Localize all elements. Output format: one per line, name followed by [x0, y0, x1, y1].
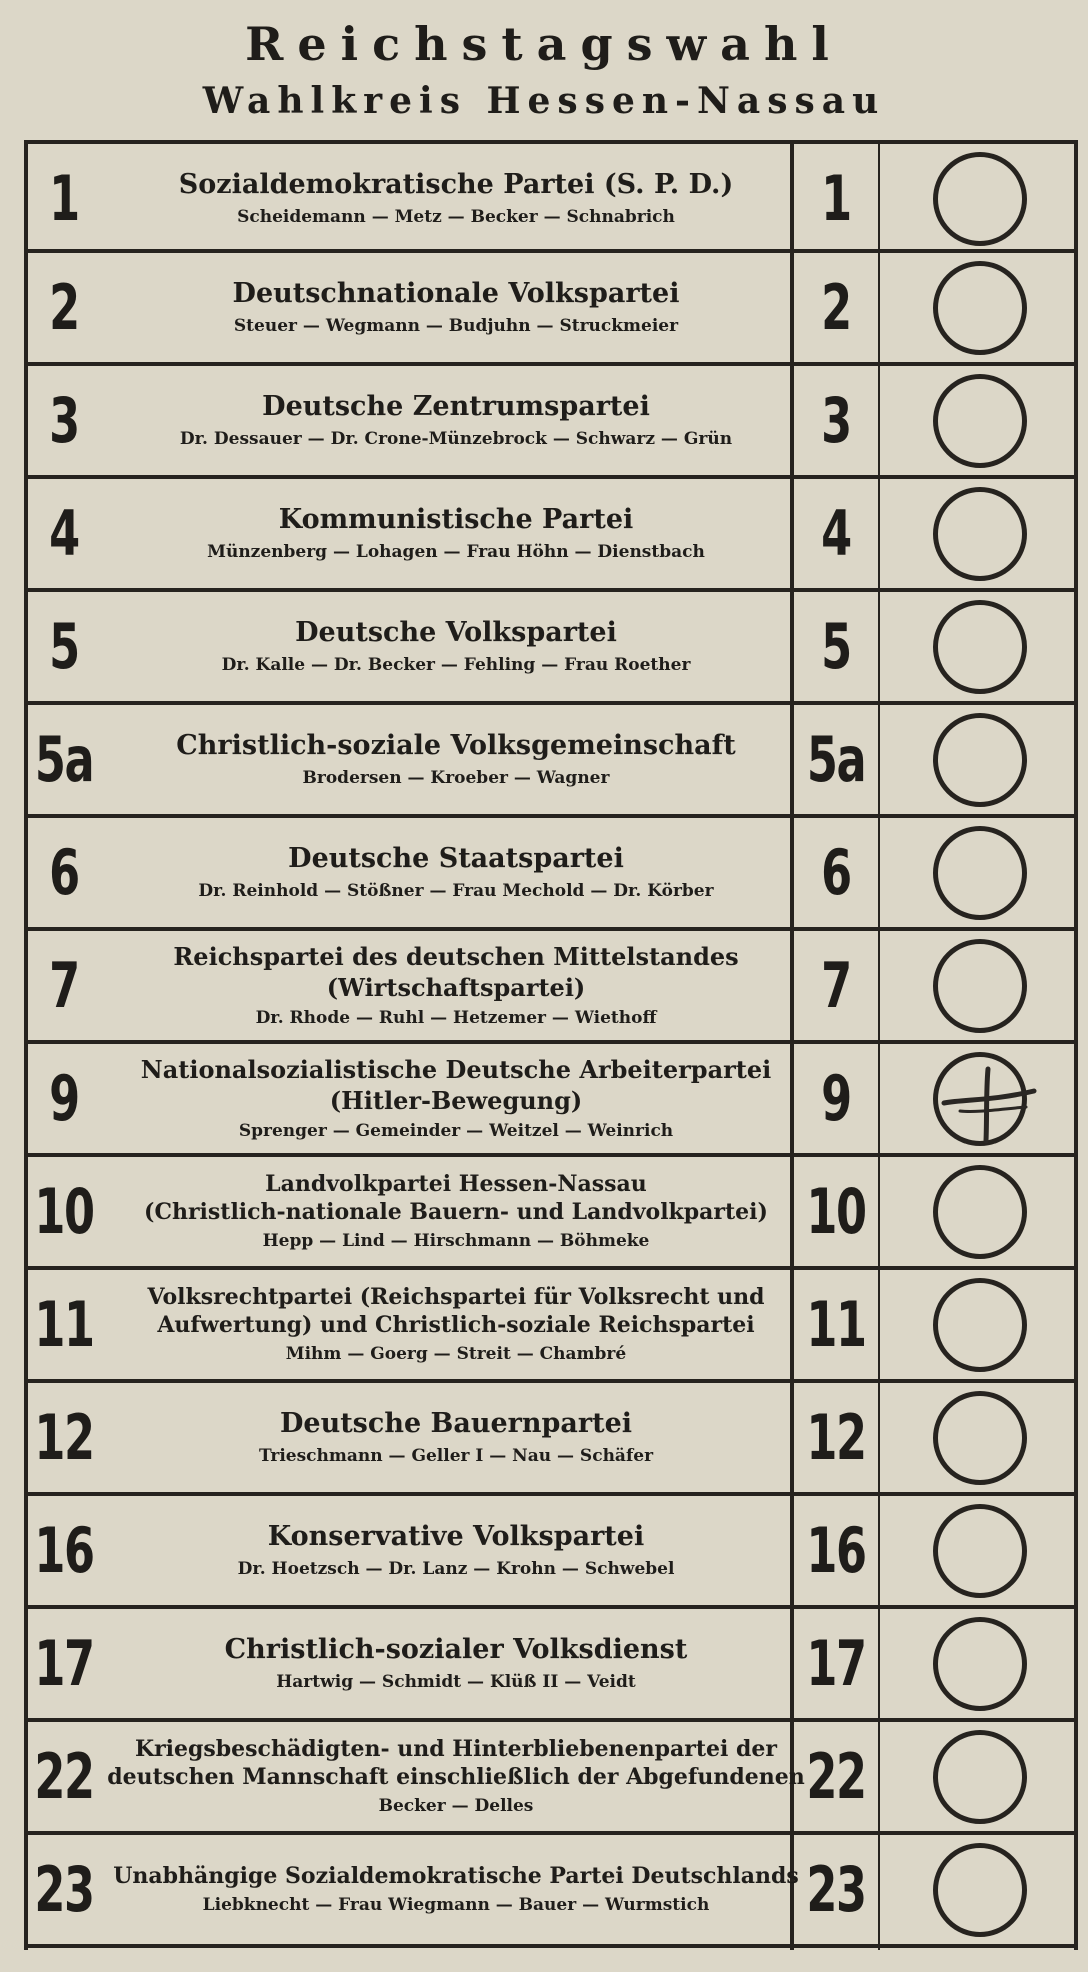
vote-cell [882, 1270, 1078, 1379]
vote-cell [882, 1496, 1078, 1605]
list-number-left: 1 [49, 162, 79, 235]
party-name-line: Landvolkpartei Hessen-Nassau [265, 1170, 647, 1197]
candidate-list: Hepp — Lind — Hirschmann — Böhmeke [262, 1230, 650, 1251]
party-name-line: (Hitler-Bewegung) [329, 1085, 583, 1115]
ballot-row [24, 140, 1078, 253]
list-number-left: 5 [49, 610, 79, 683]
list-number-right: 17 [806, 1627, 866, 1700]
candidate-list: Becker — Delles [378, 1795, 534, 1816]
party-name-line: Deutsche Volkspartei [295, 616, 617, 648]
party-cell [100, 253, 812, 362]
vote-circle[interactable] [933, 1617, 1027, 1711]
party-cell [100, 592, 812, 701]
party-cell [100, 1835, 812, 1944]
party-name-line: Deutsche Zentrumspartei [262, 390, 650, 422]
vote-cell [882, 818, 1078, 927]
vote-circle[interactable] [933, 1052, 1027, 1146]
vote-cell [882, 144, 1078, 253]
list-number-left: 22 [34, 1740, 94, 1813]
candidate-list: Mihm — Goerg — Streit — Chambré [285, 1343, 627, 1364]
ballot-row [24, 1044, 1078, 1157]
list-number-right: 5 [821, 610, 851, 683]
candidate-list: Brodersen — Kroeber — Wagner [302, 767, 610, 788]
ballot-row [24, 1383, 1078, 1496]
candidate-list: Dr. Hoetzsch — Dr. Lanz — Krohn — Schwebel [237, 1558, 675, 1579]
list-number-left: 5a [34, 723, 94, 796]
vote-circle[interactable] [933, 826, 1027, 920]
party-name-line: Unabhängige Sozialdemokratische Partei Deutschlands [113, 1862, 799, 1889]
ballot-header [0, 0, 1088, 140]
list-number-right: 4 [821, 497, 851, 570]
ballot-row [24, 1270, 1078, 1383]
list-number-left: 17 [34, 1627, 94, 1700]
list-number-left: 4 [49, 497, 79, 570]
party-name-line: Reichspartei des deutschen Mittelstandes [173, 941, 739, 971]
list-number-right: 6 [821, 836, 851, 909]
party-cell [100, 1722, 812, 1831]
ballot-subtitle: Wahlkreis Hessen-Nassau [202, 80, 886, 122]
ballot-row [24, 1835, 1078, 1948]
vote-cell [882, 1609, 1078, 1718]
candidate-list: Sprenger — Gemeinder — Weitzel — Weinrich [238, 1120, 674, 1141]
party-name-line: Deutschnationale Volkspartei [232, 277, 680, 309]
party-cell [100, 1609, 812, 1718]
ballot-row [24, 366, 1078, 479]
candidate-list: Liebknecht — Frau Wiegmann — Bauer — Wurmstich [202, 1894, 710, 1915]
ballot-title: Reichstagswahl [245, 17, 843, 71]
party-name-line: Sozialdemokratische Partei (S. P. D.) [178, 168, 734, 200]
list-number-right: 12 [806, 1401, 866, 1474]
party-cell [100, 1383, 812, 1492]
list-number-left: 12 [34, 1401, 94, 1474]
candidate-list: Dr. Kalle — Dr. Becker — Fehling — Frau Roether [221, 654, 691, 675]
party-name-line: Konservative Volkspartei [267, 1520, 645, 1552]
list-number-left: 7 [49, 949, 79, 1022]
vote-circle[interactable] [933, 1843, 1027, 1937]
ballot-row [24, 931, 1078, 1044]
vote-cell [882, 1835, 1078, 1944]
candidate-list: Scheidemann — Metz — Becker — Schnabrich [237, 206, 675, 227]
list-number-left: 3 [49, 384, 79, 457]
ballot-row [24, 253, 1078, 366]
vote-cell [882, 366, 1078, 475]
party-name-line: Christlich-sozialer Volksdienst [224, 1633, 688, 1665]
vote-circle[interactable] [933, 1504, 1027, 1598]
candidate-list: Hartwig — Schmidt — Klüß II — Veidt [276, 1671, 636, 1692]
party-cell [100, 705, 812, 814]
vote-circle[interactable] [933, 939, 1027, 1033]
candidate-list: Dr. Rhode — Ruhl — Hetzemer — Wiethoff [255, 1007, 657, 1028]
vote-cell [882, 705, 1078, 814]
candidate-list: Trieschmann — Geller I — Nau — Schäfer [258, 1445, 654, 1466]
vote-circle[interactable] [933, 1730, 1027, 1824]
party-name-line: Nationalsozialistische Deutsche Arbeiterpartei [140, 1054, 772, 1084]
party-cell [100, 818, 812, 927]
list-number-right: 10 [806, 1175, 866, 1248]
party-cell [100, 1044, 812, 1153]
party-name-line: (Wirtschaftspartei) [326, 972, 586, 1002]
list-number-right: 16 [806, 1514, 866, 1587]
vote-cell [882, 1157, 1078, 1266]
vote-cell [882, 592, 1078, 701]
party-cell [100, 479, 812, 588]
party-cell [100, 1496, 812, 1605]
candidate-list: Dr. Reinhold — Stößner — Frau Mechold — Dr. Körber [198, 880, 714, 901]
list-number-right: 1 [821, 162, 851, 235]
vote-cell [882, 1383, 1078, 1492]
candidate-list: Dr. Dessauer — Dr. Crone-Münzebrock — Schwarz — Grün [179, 428, 733, 449]
vote-circle[interactable] [933, 1391, 1027, 1485]
vote-cell [882, 1722, 1078, 1831]
list-number-left: 11 [34, 1288, 94, 1361]
party-cell [100, 144, 812, 253]
vote-circle[interactable] [933, 374, 1027, 468]
party-name-line: Christlich-soziale Volksgemeinschaft [176, 729, 736, 761]
party-cell [100, 1157, 812, 1266]
party-cell [100, 931, 812, 1040]
party-name-line: Volksrechtpartei (Reichspartei für Volksrecht und [147, 1283, 765, 1310]
party-name-line: Deutsche Bauernpartei [279, 1407, 633, 1439]
party-cell [100, 1270, 812, 1379]
ballot-table [24, 140, 1078, 1950]
list-number-right: 5a [806, 723, 866, 796]
list-number-right: 2 [821, 271, 851, 344]
party-name-line: Aufwertung) und Christlich-soziale Reichspartei [157, 1311, 755, 1338]
vote-cell [882, 931, 1078, 1040]
ballot-row [24, 1157, 1078, 1270]
vote-circle[interactable] [933, 261, 1027, 355]
vote-circle[interactable] [933, 600, 1027, 694]
candidate-list: Steuer — Wegmann — Budjuhn — Struckmeier [233, 315, 679, 336]
ballot-row [24, 1609, 1078, 1722]
list-number-left: 10 [34, 1175, 94, 1248]
ballot-row [24, 479, 1078, 592]
vote-circle[interactable] [933, 1165, 1027, 1259]
list-number-left: 23 [34, 1853, 94, 1926]
vote-circle[interactable] [933, 487, 1027, 581]
list-number-right: 22 [806, 1740, 866, 1813]
list-number-right: 23 [806, 1853, 866, 1926]
vote-circle[interactable] [933, 713, 1027, 807]
party-name-line: Kommunistische Partei [278, 503, 634, 535]
list-number-left: 16 [34, 1514, 94, 1587]
ballot-row [24, 1496, 1078, 1609]
vote-cell [882, 479, 1078, 588]
party-name-line: (Christlich-nationale Bauern- und Landvolkpartei) [144, 1198, 768, 1225]
vote-cell [882, 1044, 1078, 1153]
list-number-left: 9 [49, 1062, 79, 1135]
list-number-right: 3 [821, 384, 851, 457]
party-name-line: Kriegsbeschädigten- und Hinterbliebenenpartei der [134, 1735, 778, 1762]
ballot-row [24, 592, 1078, 705]
ballot-row [24, 705, 1078, 818]
vote-cell [882, 253, 1078, 362]
ballot-row [24, 818, 1078, 931]
ballot-row [24, 1722, 1078, 1835]
list-number-right: 9 [821, 1062, 851, 1135]
vote-cross-mark [930, 1051, 1040, 1155]
vote-circle[interactable] [933, 1278, 1027, 1372]
vote-circle[interactable] [933, 152, 1027, 246]
candidate-list: Münzenberg — Lohagen — Frau Höhn — Dienstbach [207, 541, 705, 562]
list-number-right: 11 [806, 1288, 866, 1361]
party-cell [100, 366, 812, 475]
list-number-left: 2 [49, 271, 79, 344]
party-name-line: deutschen Mannschaft einschließlich der Abgefundenen [107, 1763, 805, 1790]
party-name-line: Deutsche Staatspartei [288, 842, 624, 874]
list-number-left: 6 [49, 836, 79, 909]
list-number-right: 7 [821, 949, 851, 1022]
